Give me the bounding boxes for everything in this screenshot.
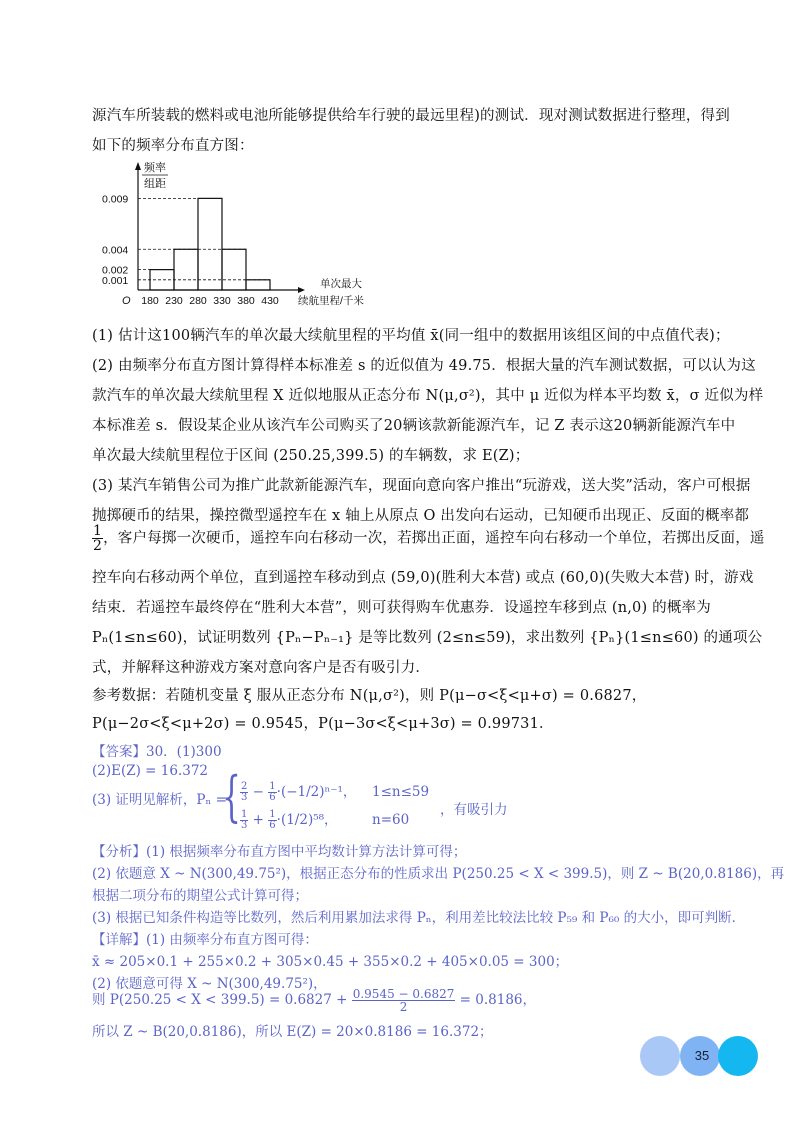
x-axis-label-bottom: 续航里程/千米 <box>298 295 364 307</box>
y-axis-label-top: 频率 <box>144 162 166 174</box>
y-tick-label: 0.009 <box>102 193 129 206</box>
question-3-line-6: Pₙ(1≤n≤60)，试证明数列 {Pₙ−Pₙ₋₁} 是等比数列 (2≤n≤59)，求出数列 {Pₙ}(1≤n≤60) 的通项公 <box>92 630 763 646</box>
answer-part-3-suffix: ，有吸引力 <box>440 802 508 818</box>
detail-line-4: 则 P(250.25 < X < 399.5) = 0.6827 + $\frac{0.9545 - 0.6827}{2}$ = 0.8186， <box>92 987 537 1014</box>
x-tick-label: 230 <box>165 295 183 307</box>
question-3-line-2: 抛掷硬币的结果，操控微型遥控车在 x 轴上从原点 O 出发向右运动，已知硬币出现正、反面的概率都 <box>92 508 750 524</box>
frequency-histogram <box>102 158 392 308</box>
problem-intro-line-1: 源汽车所装载的燃料或电池所能够提供给车行驶的最远里程)的测试．现对测试数据进行整理，得到 <box>92 108 730 124</box>
page-badge-circle-left <box>640 1036 680 1076</box>
y-axis-arrow <box>135 162 141 170</box>
x-tick-label: 330 <box>213 295 231 307</box>
piecewise-case-2: $\frac{1}{3}$ + $\frac{1}{6}$ ·(1/2)⁵⁸， <box>241 809 338 831</box>
x-axis-label-top: 单次最大 <box>320 278 362 290</box>
answer-line: 【答案】30．(1)300 <box>92 744 222 760</box>
page-badge-circle-right <box>718 1036 758 1076</box>
question-3-line-7: 式，并解释这种游戏方案对意向客户是否有吸引力． <box>92 660 431 676</box>
analysis-line-1: 【分析】(1) 根据频率分布直方图中平均数计算方法计算可得； <box>92 844 467 860</box>
detail-line-3: (2) 依题意可得 X ~ N(300,49.75²)， <box>92 976 327 992</box>
case2-frac-b: $\frac{1}{6}$ <box>269 809 276 831</box>
analysis-line-4: (3) 根据已知条件构造等比数列，然后利用累加法求得 Pₙ，利用差比较法比较 P₅₉ 和 P₆₀ 的大小，即可判断． <box>92 910 746 926</box>
analysis-line-3: 根据二项分布的期望公式计算可得； <box>92 888 308 904</box>
answer-part-2: (2)E(Z) = 16.372 <box>92 763 209 779</box>
origin-label: O <box>122 295 131 307</box>
histogram-bar <box>198 198 222 290</box>
question-3-line-3 <box>92 524 765 553</box>
x-tick-label: 180 <box>141 295 159 307</box>
histogram-bar <box>222 249 246 290</box>
detail-fraction: $\frac{0.9545 - 0.6827}{2}$ <box>352 987 455 1014</box>
x-tick-label: 280 <box>189 295 207 307</box>
question-2-line-2: 款汽车的单次最大续航里程 X 近似地服从正态分布 N(μ,σ²)，其中 μ 近似为样本平均数 x̄，σ 近似为样 <box>92 388 764 404</box>
question-1: (1) 估计这100辆汽车的单次最大续航里程的平均值 x̄(同一组中的数据用该组区间的中点值代表)； <box>92 328 730 344</box>
piecewise-case-2-condition: n=60 <box>372 812 410 828</box>
page-number: 35 <box>694 1048 710 1063</box>
question-3-line-1: (3) 某汽车销售公司为推广此款新能源汽车，现面向意向客户推出“玩游戏，送大奖”活动，客户可根据 <box>92 478 751 494</box>
question-3-line-3-text: ，客户每掷一次硬币，遥控车向右移动一次，若掷出正面，遥控车向右移动一个单位，若掷出反面，遥 <box>103 530 765 547</box>
piecewise-case-1: $\frac{2}{3}$ − $\frac{1}{6}$ ·(−1/2)ⁿ⁻¹， <box>241 781 357 803</box>
question-2-line-1: (2) 由频率分布直方图计算得样本标准差 s 的近似值为 49.75．根据大量的汽车测试数据，可以认为这 <box>92 358 756 374</box>
histogram-bar <box>246 280 270 290</box>
y-tick-label: 0.004 <box>102 244 129 257</box>
x-tick-label: 430 <box>261 295 279 307</box>
question-3-line-4: 控车向右移动两个单位，直到遥控车移动到点 (59,0)(胜利大本营) 或点 (60,0)(失败大本营) 时，游戏 <box>92 570 754 586</box>
question-2-line-3: 本标准差 s．假设某企业从该汽车公司购买了20辆该款新能源汽车，记 Z 表示这20辆新能源汽车中 <box>92 418 736 434</box>
half-fraction: $\frac{1}{2}$ <box>93 523 103 554</box>
y-tick-label: 0.002 <box>102 264 129 277</box>
piecewise-brace: { <box>222 765 241 828</box>
question-3-line-5: 结束．若遥控车最终停在“胜利大本营”，则可获得购车优惠券．设遥控车移到点 (n,0) 的概率为 <box>92 600 711 616</box>
reference-data-line-1: 参考数据：若随机变量 ξ 服从正态分布 N(μ,σ²)，则 P(μ−σ<ξ<μ+σ) = 0.6827， <box>92 688 647 704</box>
detail-line-5: 所以 Z ~ B(20,0.8186)，所以 E(Z) = 20×0.8186 = 16.372； <box>92 1024 493 1040</box>
question-2-line-4: 单次最大续航里程位于区间 (250.25,399.5) 的车辆数，求 E(Z)； <box>92 448 530 464</box>
reference-data-line-2: P(μ−2σ<ξ<μ+2σ) = 0.9545，P(μ−3σ<ξ<μ+3σ) = 0.99731． <box>92 716 554 732</box>
y-axis-label-bottom: 组距 <box>144 178 166 190</box>
x-tick-label: 380 <box>237 295 255 307</box>
piecewise-case-1-condition: 1≤n≤59 <box>372 784 430 800</box>
detail-line-1: 【详解】(1) 由频率分布直方图可得： <box>92 932 318 948</box>
problem-intro-line-2: 如下的频率分布直方图： <box>92 138 254 154</box>
answer-part-3-prefix: (3) 证明见解析，Pₙ = <box>92 792 227 808</box>
histogram-bar <box>174 249 198 290</box>
detail-line-2: x̄ ≈ 205×0.1 + 255×0.2 + 305×0.45 + 355×0.2 + 405×0.05 = 300； <box>92 954 569 970</box>
y-tick-label: 0.001 <box>102 274 129 287</box>
case1-frac-b: $\frac{1}{6}$ <box>269 781 276 803</box>
case2-frac-a: $\frac{1}{3}$ <box>241 809 248 831</box>
case1-frac-a: $\frac{2}{3}$ <box>241 781 248 803</box>
x-axis-arrow <box>298 287 305 293</box>
analysis-line-2: (2) 依题意 X ~ N(300,49.75²)，根据正态分布的性质求出 P(250.25 < X < 399.5)，则 Z ~ B(20,0.8186)，再 <box>92 866 785 882</box>
